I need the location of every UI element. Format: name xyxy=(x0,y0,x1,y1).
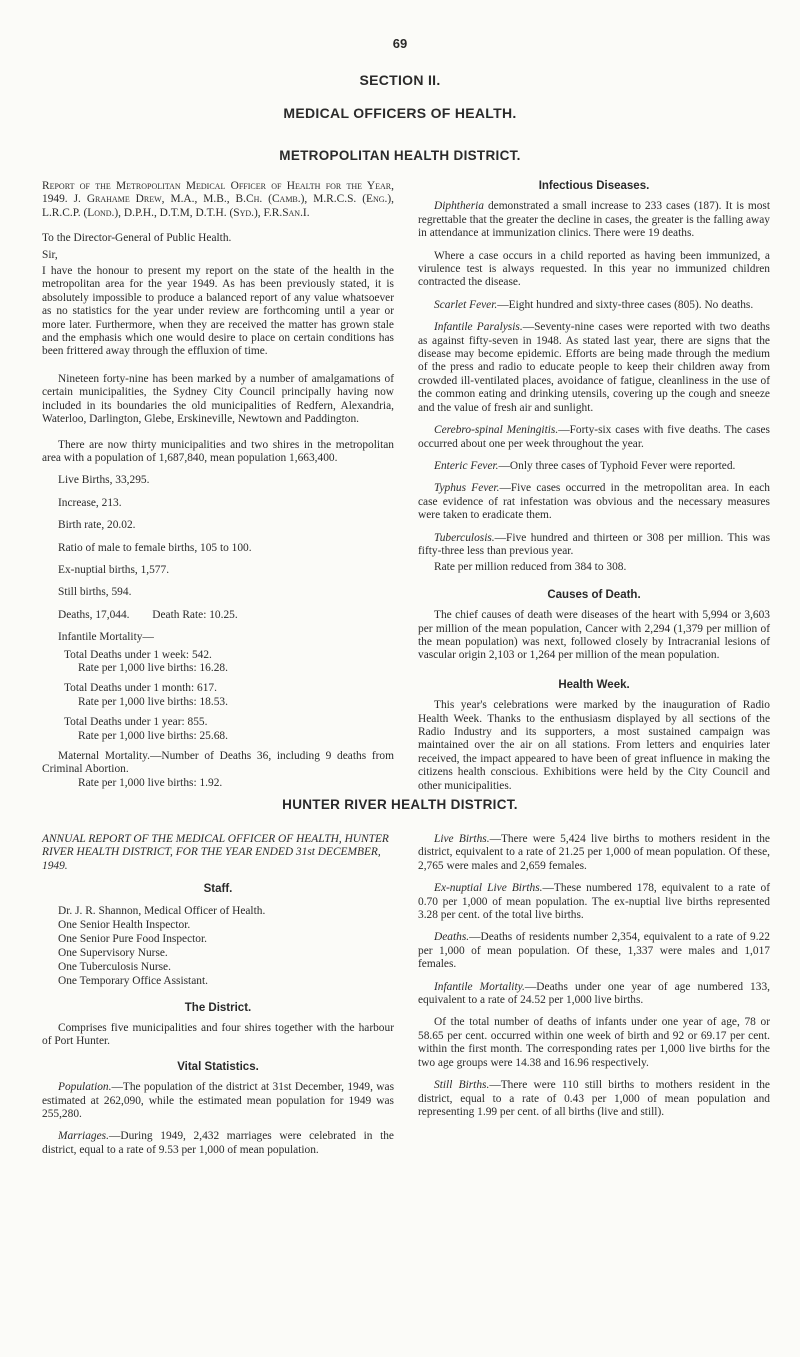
still-births-text: —There were 110 still births to mothers resident in the district, equal to a rate of 0.43 per 1,000 of mean population and representing 1.99 per cent. of all births (live and still). xyxy=(418,1079,770,1118)
scarlet-label: Scarlet Fever. xyxy=(434,298,498,311)
diphtheria-label: Diphtheria xyxy=(434,200,484,213)
stat-maternal: Maternal Mortality.—Number of Deaths 36, including 9 deaths from Criminal Abortion. xyxy=(42,750,394,776)
district-text: Comprises five municipalities and four shires together with the harbour of Port Hunter. xyxy=(42,1022,394,1048)
causes-text: The chief causes of death were diseases of the heart with 5,994 or 3,603 per million of the mean population, Cancer with 2,294 (1,379 per million of the mean population) was next, followed closely by Intracranial lesions of vascular origin 2,103 or 1,264 per million of the mean population. xyxy=(418,609,770,662)
exnuptial-text: —These numbered 178, equivalent to a rate of 0.70 per 1,000 of mean population. The ex-nuptial live births represented 3.28 per cent. of the total live births. xyxy=(418,882,770,922)
hunter-right-column xyxy=(418,833,770,1128)
still-births-label: Still Births. xyxy=(434,1079,490,1092)
stat-still-births: Still births, 594. xyxy=(58,586,132,599)
infectious-heading: Infectious Diseases. xyxy=(538,180,650,192)
deaths-label: Deaths. xyxy=(434,931,470,944)
staff-heading: Staff. xyxy=(203,883,233,896)
metro-para-2: Nineteen forty-nine has been marked by a number of amalgamations of certain municipalities, the Sydney City Council principally having now included in its boundaries the old municipalities of Redfern, Alexandria, Waterloo, Darlington, Glebe, Erskineville, Newtown and Paddington. xyxy=(42,372,394,426)
stat-infantile: Infantile Mortality— xyxy=(58,631,154,644)
stat-ex-nuptial: Ex-nuptial births, 1,577. xyxy=(58,563,170,576)
tb-text: —Five hundred and thirteen or 308 per million. This was fifty-three less than previous year. xyxy=(418,531,770,557)
infantile-paralysis-text: —Seventy-nine cases were reported with two deaths as against fifty-seven in 1948. As stated last year, there are signs that the disease may become epidemic. Efforts are being made through the medium of the press and radio to educate people to keep their children away from crowded ill-ventilated places, avoidance of fatigue, cleanliness in the use of the common eating and drinking utensils, covering up the cough and sneeze and the value of fresh air and sunlight. xyxy=(418,321,770,414)
cerebro-label: Cerebro-spinal Meningitis. xyxy=(434,424,559,437)
marriages-label: Marriages. xyxy=(58,1130,109,1143)
staff-item: Dr. J. R. Shannon, Medical Officer of Health. xyxy=(58,904,266,917)
scarlet-text: —Eight hundred and sixty-three cases (805). No deaths. xyxy=(497,298,754,311)
page-number: 69 xyxy=(392,36,408,51)
hunter-left-column xyxy=(42,833,394,1166)
tb-label: Tuberculosis. xyxy=(434,531,495,544)
vital-heading: Vital Statistics. xyxy=(177,1060,259,1073)
diphtheria-text: demonstrated a small increase to 233 cases (187). It is most regrettable that the greater the decline in cases, the greater is the falling away in attendance at immunization clinics. There were 19 deaths. xyxy=(418,200,770,240)
health-week-heading: Health Week. xyxy=(558,678,630,691)
exnuptial-label: Ex-nuptial Live Births. xyxy=(434,882,543,895)
typhus-label: Typhus Fever. xyxy=(434,482,500,495)
live-births-label: Live Births. xyxy=(434,833,490,845)
metro-para-1: I have the honour to present my report on the state of the health in the metropolitan area for the year 1949. As has been previously stated, it is absolutely impossible to produce a balanced report of any value whatsoever as no statistics for the year under review are forthcoming until a year or more later. Furthermore, when they are received the matter has grown stale and the emphasis which one would desire to place on certain conditions has been frittered away through the effluxion of time. xyxy=(42,265,394,358)
staff-item: One Senior Pure Food Inspector. xyxy=(58,932,208,945)
staff-item: One Tuberculosis Nurse. xyxy=(58,960,171,973)
hunter-report-title: ANNUAL REPORT OF THE MEDICAL OFFICER OF HEALTH, HUNTER RIVER HEALTH DISTRICT, FOR THE YEAR ENDED 31st DECEMBER, 1949. xyxy=(42,833,389,872)
enteric-text: —Only three cases of Typhoid Fever were reported. xyxy=(498,459,736,472)
tb-rate: Rate per million reduced from 384 to 308. xyxy=(434,561,627,574)
infantile-label: Infantile Mortality. xyxy=(434,980,525,993)
metro-para-3: There are now thirty municipalities and two shires in the metropolitan area with a population of 1,687,840, mean population 1,663,400. xyxy=(42,438,394,464)
hunter-heading: HUNTER RIVER HEALTH DISTRICT. xyxy=(282,797,518,812)
salutation: Sir, xyxy=(42,248,58,261)
deaths-text: —Deaths of residents number 2,354, equivalent to a rate of 9.22 per 1,000 of mean population. Of these, 1,337 were males and 1,017 females. xyxy=(418,931,770,971)
metro-report-title: Report of the Metropolitan Medical Officer of Health for the Year, 1949. J. Grahame Drew, M.A., M.B., B.Ch. (Camb.), M.R.C.S. (Eng.), L.R.C.P. (Lond.), D.P.H., D.T.M, D.T.H. (Syd.), F.R.San.I. xyxy=(42,180,394,219)
marriages-text: —During 1949, 2,432 marriages were celebrated in the district, equal to a rate of 9.53 per 1,000 of mean population. xyxy=(42,1130,394,1156)
stat-birth-rate: Birth rate, 20.02. xyxy=(58,519,136,532)
live-births-text: —There were 5,424 live births to mothers resident in the district, equivalent to a rate of 21.25 per 1,000 of mean population. Of these, 2,765 were males and 2,659 females. xyxy=(418,833,770,872)
metro-heading: METROPOLITAN HEALTH DISTRICT. xyxy=(279,148,521,163)
stat-ratio: Ratio of male to female births, 105 to 100. xyxy=(58,541,252,554)
stat-maternal-rate: Rate per 1,000 live births: 1.92. xyxy=(78,776,223,789)
causes-heading: Causes of Death. xyxy=(547,588,641,601)
section-title: SECTION II. xyxy=(359,72,441,88)
stat-month-total: Total Deaths under 1 month: 617. xyxy=(64,682,217,695)
staff-item: One Senior Health Inspector. xyxy=(58,918,191,931)
infantile-paralysis-label: Infantile Paralysis. xyxy=(434,321,523,334)
main-heading: MEDICAL OFFICERS OF HEALTH. xyxy=(283,105,517,121)
immunized-text: Where a case occurs in a child reported as having been immunized, a virulence test is always requested. In this year no immunized children contracted the disease. xyxy=(418,249,770,289)
typhus-text: —Five cases occurred in the metropolitan area. In each case evidence of rat infestation was obvious and the necessary measures were taken to eradicate them. xyxy=(418,482,770,522)
stat-year-total: Total Deaths under 1 year: 855. xyxy=(64,716,208,729)
staff-item: One Temporary Office Assistant. xyxy=(58,974,208,987)
health-week-text: This year's celebrations were marked by the inauguration of Radio Health Week. Thanks to the enthusiasm displayed by all sections of the Radio Industry and its supporters, a most sustained campaign was maintained over the air on all stations. From letters and enquiries later received, the impact appeared to have been of great influence in making the citizens health conscious. Exhibitions were held by the City Council and other municipalities. xyxy=(418,699,770,792)
metro-right-column xyxy=(418,180,770,802)
staff-item: One Supervisory Nurse. xyxy=(58,946,168,959)
enteric-label: Enteric Fever. xyxy=(434,459,499,472)
cerebro-text: —Forty-six cases with five deaths. The cases occurred about one per week throughout the year. xyxy=(418,424,770,450)
metro-left-column xyxy=(42,180,394,790)
stat-increase: Increase, 213. xyxy=(58,496,122,509)
population-label: Population. xyxy=(58,1081,112,1094)
stat-week-total: Total Deaths under 1 week: 542. xyxy=(64,648,212,661)
stat-year-rate: Rate per 1,000 live births: 25.68. xyxy=(78,729,228,742)
stat-week-rate: Rate per 1,000 live births: 16.28. xyxy=(78,661,228,674)
addressee: To the Director-General of Public Health. xyxy=(42,232,232,245)
population-text: —The population of the district at 31st December, 1949, was estimated at 262,090, while the estimated mean population for 1949 was 255,280. xyxy=(42,1081,394,1121)
stat-month-rate: Rate per 1,000 live births: 18.53. xyxy=(78,695,228,708)
infantile-text-2: Of the total number of deaths of infants under one year of age, 78 or 58.65 per cent. occurred within one week of birth and 92 or 69.17 per cent. within the first month. The corresponding rates per 1,000 live births for the two age groups were 14.38 and 16.96 respectively. xyxy=(418,1016,770,1069)
stat-deaths: Deaths, 17,044. Death Rate: 10.25. xyxy=(58,608,238,621)
district-heading: The District. xyxy=(184,1001,252,1014)
infantile-text: —Deaths under one year of age numbered 133, equivalent to a rate of 24.52 per 1,000 live births. xyxy=(418,980,770,1007)
stat-live-births: Live Births, 33,295. xyxy=(58,474,150,487)
